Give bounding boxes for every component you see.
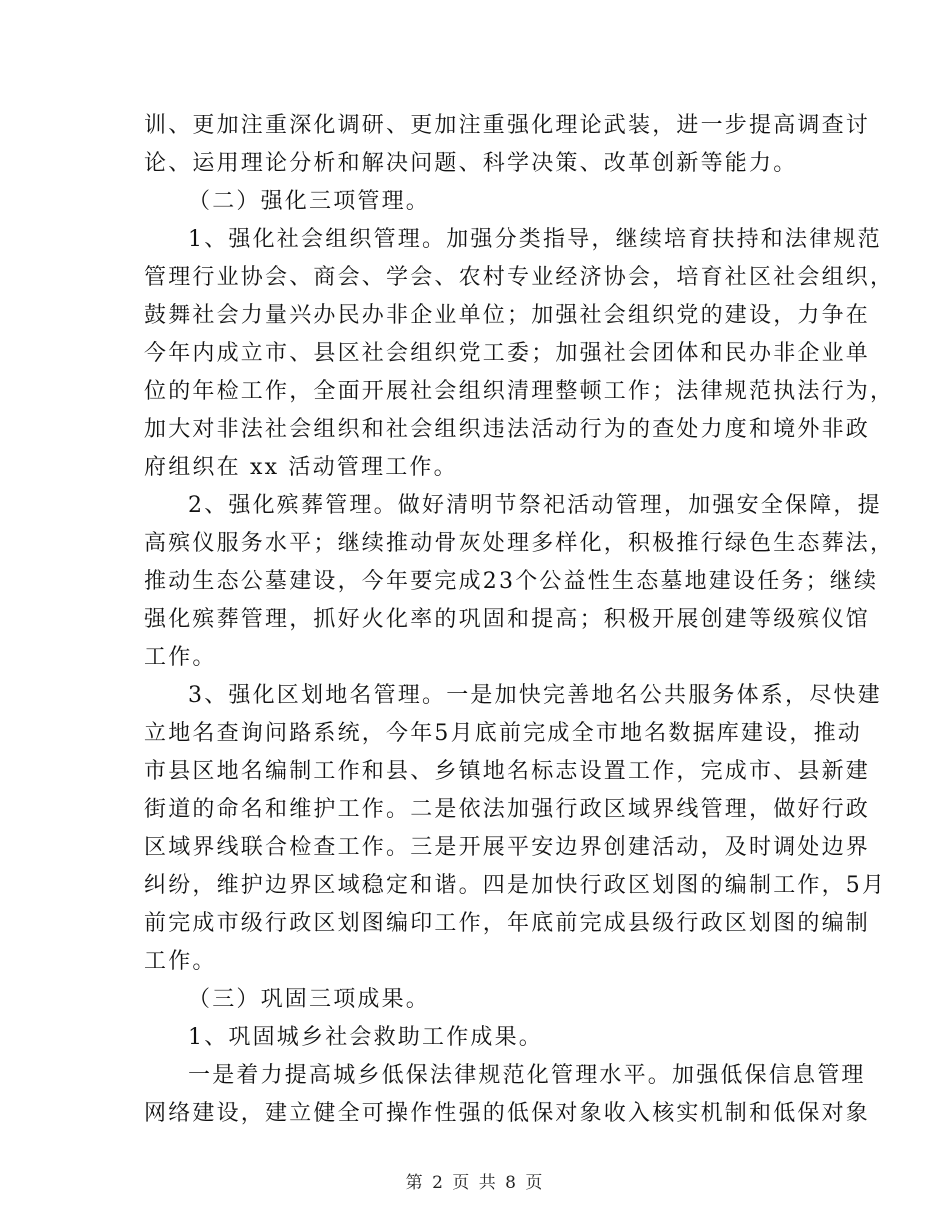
text-line: 网络建设，建立健全可操作性强的低保对象收入核实机制和低保对象 [144, 1101, 871, 1126]
text-line: 管理行业协会、商会、学会、农村专业经济协会，培育社区社会组织， [144, 265, 895, 290]
text-line: 府组织在 xx 活动管理工作。 [144, 455, 458, 480]
text-line: 区域界线联合检查工作。三是开展平安边界创建活动，及时调处边界 [144, 835, 871, 860]
text-line: 市县区地名编制工作和县、乡镇地名标志设置工作，完成市、县新建 [144, 759, 871, 784]
text-line: 一是着力提高城乡低保法律规范化管理水平。加强低保信息管理 [188, 1063, 866, 1088]
text-line: 位的年检工作，全面开展社会组织清理整顿工作；法律规范执法行为， [144, 379, 895, 404]
text-line: 立地名查询问路系统，今年5月底前完成全市地名数据库建设，推动 [144, 721, 862, 746]
text-line: 鼓舞社会力量兴办民办非企业单位；加强社会组织党的建设，力争在 [144, 303, 871, 328]
text-line: 训、更加注重深化调研、更加注重强化理论武装，进一步提高调查讨 [144, 113, 871, 138]
text-line: 推动生态公墓建设，今年要完成23个公益性生态墓地建设任务；继续 [144, 569, 879, 594]
text-line: 高殡仪服务水平；继续推动骨灰处理多样化，积极推行绿色生态葬法， [144, 531, 895, 556]
text-line: 纠纷，维护边界区域稳定和谐。四是加快行政区划图的编制工作，5月 [144, 873, 887, 898]
section-heading: （三）巩固三项成果。 [188, 987, 431, 1012]
text-line: 街道的命名和维护工作。二是依法加强行政区域界线管理，做好行政 [144, 797, 871, 822]
text-line: 工作。 [144, 949, 217, 974]
text-line: 1、巩固城乡社会救助工作成果。 [188, 1025, 543, 1050]
text-line: 论、运用理论分析和解决问题、科学决策、改革创新等能力。 [144, 151, 798, 176]
text-line: 1、强化社会组织管理。加强分类指导，继续培育扶持和法律规范 [188, 227, 882, 252]
text-line: 今年内成立市、县区社会组织党工委；加强社会团体和民办非企业单 [144, 341, 871, 366]
text-line: 3、强化区划地名管理。一是加快完善地名公共服务体系，尽快建 [188, 683, 882, 708]
section-heading: （二）强化三项管理。 [188, 189, 431, 214]
text-line: 前完成市级行政区划图编印工作，年底前完成县级行政区划图的编制 [144, 911, 871, 936]
text-line: 工作。 [144, 645, 217, 670]
page-footer: 第 2 页 共 8 页 [405, 1173, 545, 1193]
text-line: 强化殡葬管理，抓好火化率的巩固和提高；积极开展创建等级殡仪馆 [144, 607, 871, 632]
text-line: 加大对非法社会组织和社会组织违法活动行为的查处力度和境外非政 [144, 417, 871, 442]
text-line: 2、强化殡葬管理。做好清明节祭祀活动管理，加强安全保障，提 [188, 493, 882, 518]
